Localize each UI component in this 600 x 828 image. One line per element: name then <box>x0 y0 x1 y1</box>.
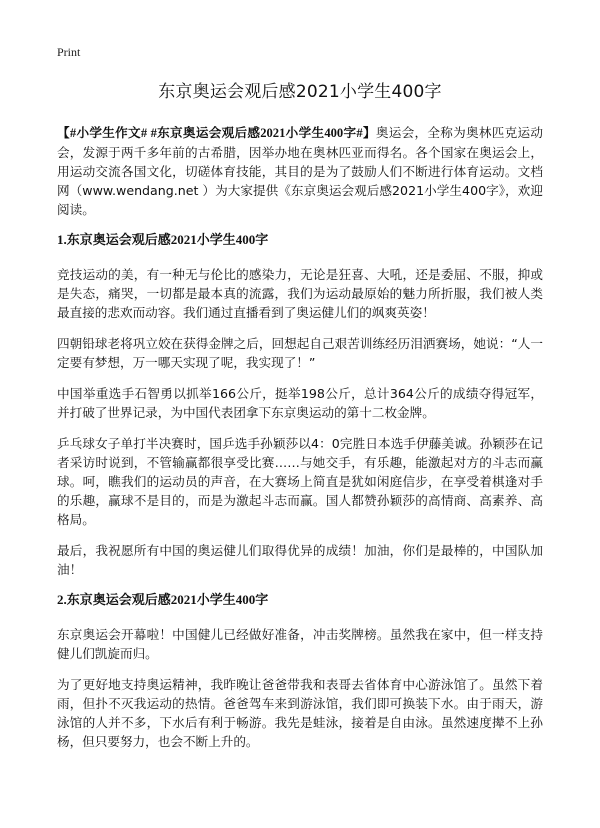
print-label[interactable]: Print <box>57 45 81 59</box>
section-1-paragraph-3: 中国举重选手石智勇以抓举166公斤，挺举198公斤，总计364公斤的成绩夺得冠军，并打破了世界记录，为中国代表团拿下东京奥运动的第十二枚金牌。 <box>57 386 543 420</box>
section-1-paragraph-1: 竞技运动的美，有一种无与伦比的感染力，无论是狂喜、大吼，还是委屈、不服，抑或是失态，痛哭，一切都是最本真的流露，我们为运动最原始的魅力所折服，我们被人类最直接的悲欢而动容。我们通过直播看到了奥运健儿们的飒爽英姿！ <box>57 267 543 320</box>
section-2-paragraph-1: 东京奥运会开幕啦！中国健儿已经做好准备，冲击奖牌榜。虽然我在家中，但一样支持健儿们凯旋而归。 <box>57 627 543 661</box>
section-heading: 2.东京奥运会观后感2021小学生400字 <box>57 592 269 607</box>
section-1 <box>57 231 543 579</box>
intro-tag: 【#小学生作文# #东京奥运会观后感2021小学生400字#】 <box>57 126 376 140</box>
section-1-paragraph-4: 乒乓球女子单打半决赛时，国乒选手孙颖莎以4：0完胜日本选手伊藤美诚。孙颖莎在记者采访时说到，不管输赢都很享受比赛……与她交手，有乐趣，能激起对方的斗志而赢球。呵，瞧我们的运动员的声音，在大赛场上简直是犹如闲庭信步，在享受着棋逢对手的乐趣，赢球不是目的，而是为激起斗志而赢。国人都赞孙颖莎的高情商、高素养、高格局。 <box>57 436 543 527</box>
section-heading: 1.东京奥运会观后感2021小学生400字 <box>57 232 269 247</box>
section-2 <box>57 591 543 751</box>
intro-text: 奥运会，全称为奥林匹克运动会，发源于两千多年前的古希腊，因举办地在奥林匹亚而得名。各个国家在奥运会上，用运动交流各国文化，切磋体育技能，其目的是为了鼓励人们不断进行体育运动。文档网（www.wendang.net ）为大家提供《东京奥运会观后感2021小学生400字》，欢迎阅读。 <box>57 125 543 217</box>
intro-paragraph <box>57 123 543 219</box>
section-1-paragraph-2: 四朝铅球老将巩立姣在获得金牌之后，回想起自己艰苦训练经历泪洒赛场，她说：“人一定要有梦想，万一哪天实现了呢，我实现了！” <box>57 336 543 370</box>
section-2-paragraph-2: 为了更好地支持奥运精神，我昨晚让爸爸带我和表哥去省体育中心游泳馆了。虽然下着雨，但扑不灭我运动的热情。爸爸驾车来到游泳馆，我们即可换装下水。由于雨天，游泳馆的人并不多，下水后有利于畅游。我先是蛙泳，接着是自由泳。虽然速度撵不上孙杨，但只要努力，也会不断上升的。 <box>57 677 543 749</box>
document-title: 东京奥运会观后感2021小学生400字 <box>158 82 442 102</box>
section-1-paragraph-5: 最后，我祝愿所有中国的奥运健儿们取得优异的成绩！加油，你们是最棒的，中国队加油！ <box>57 543 543 577</box>
